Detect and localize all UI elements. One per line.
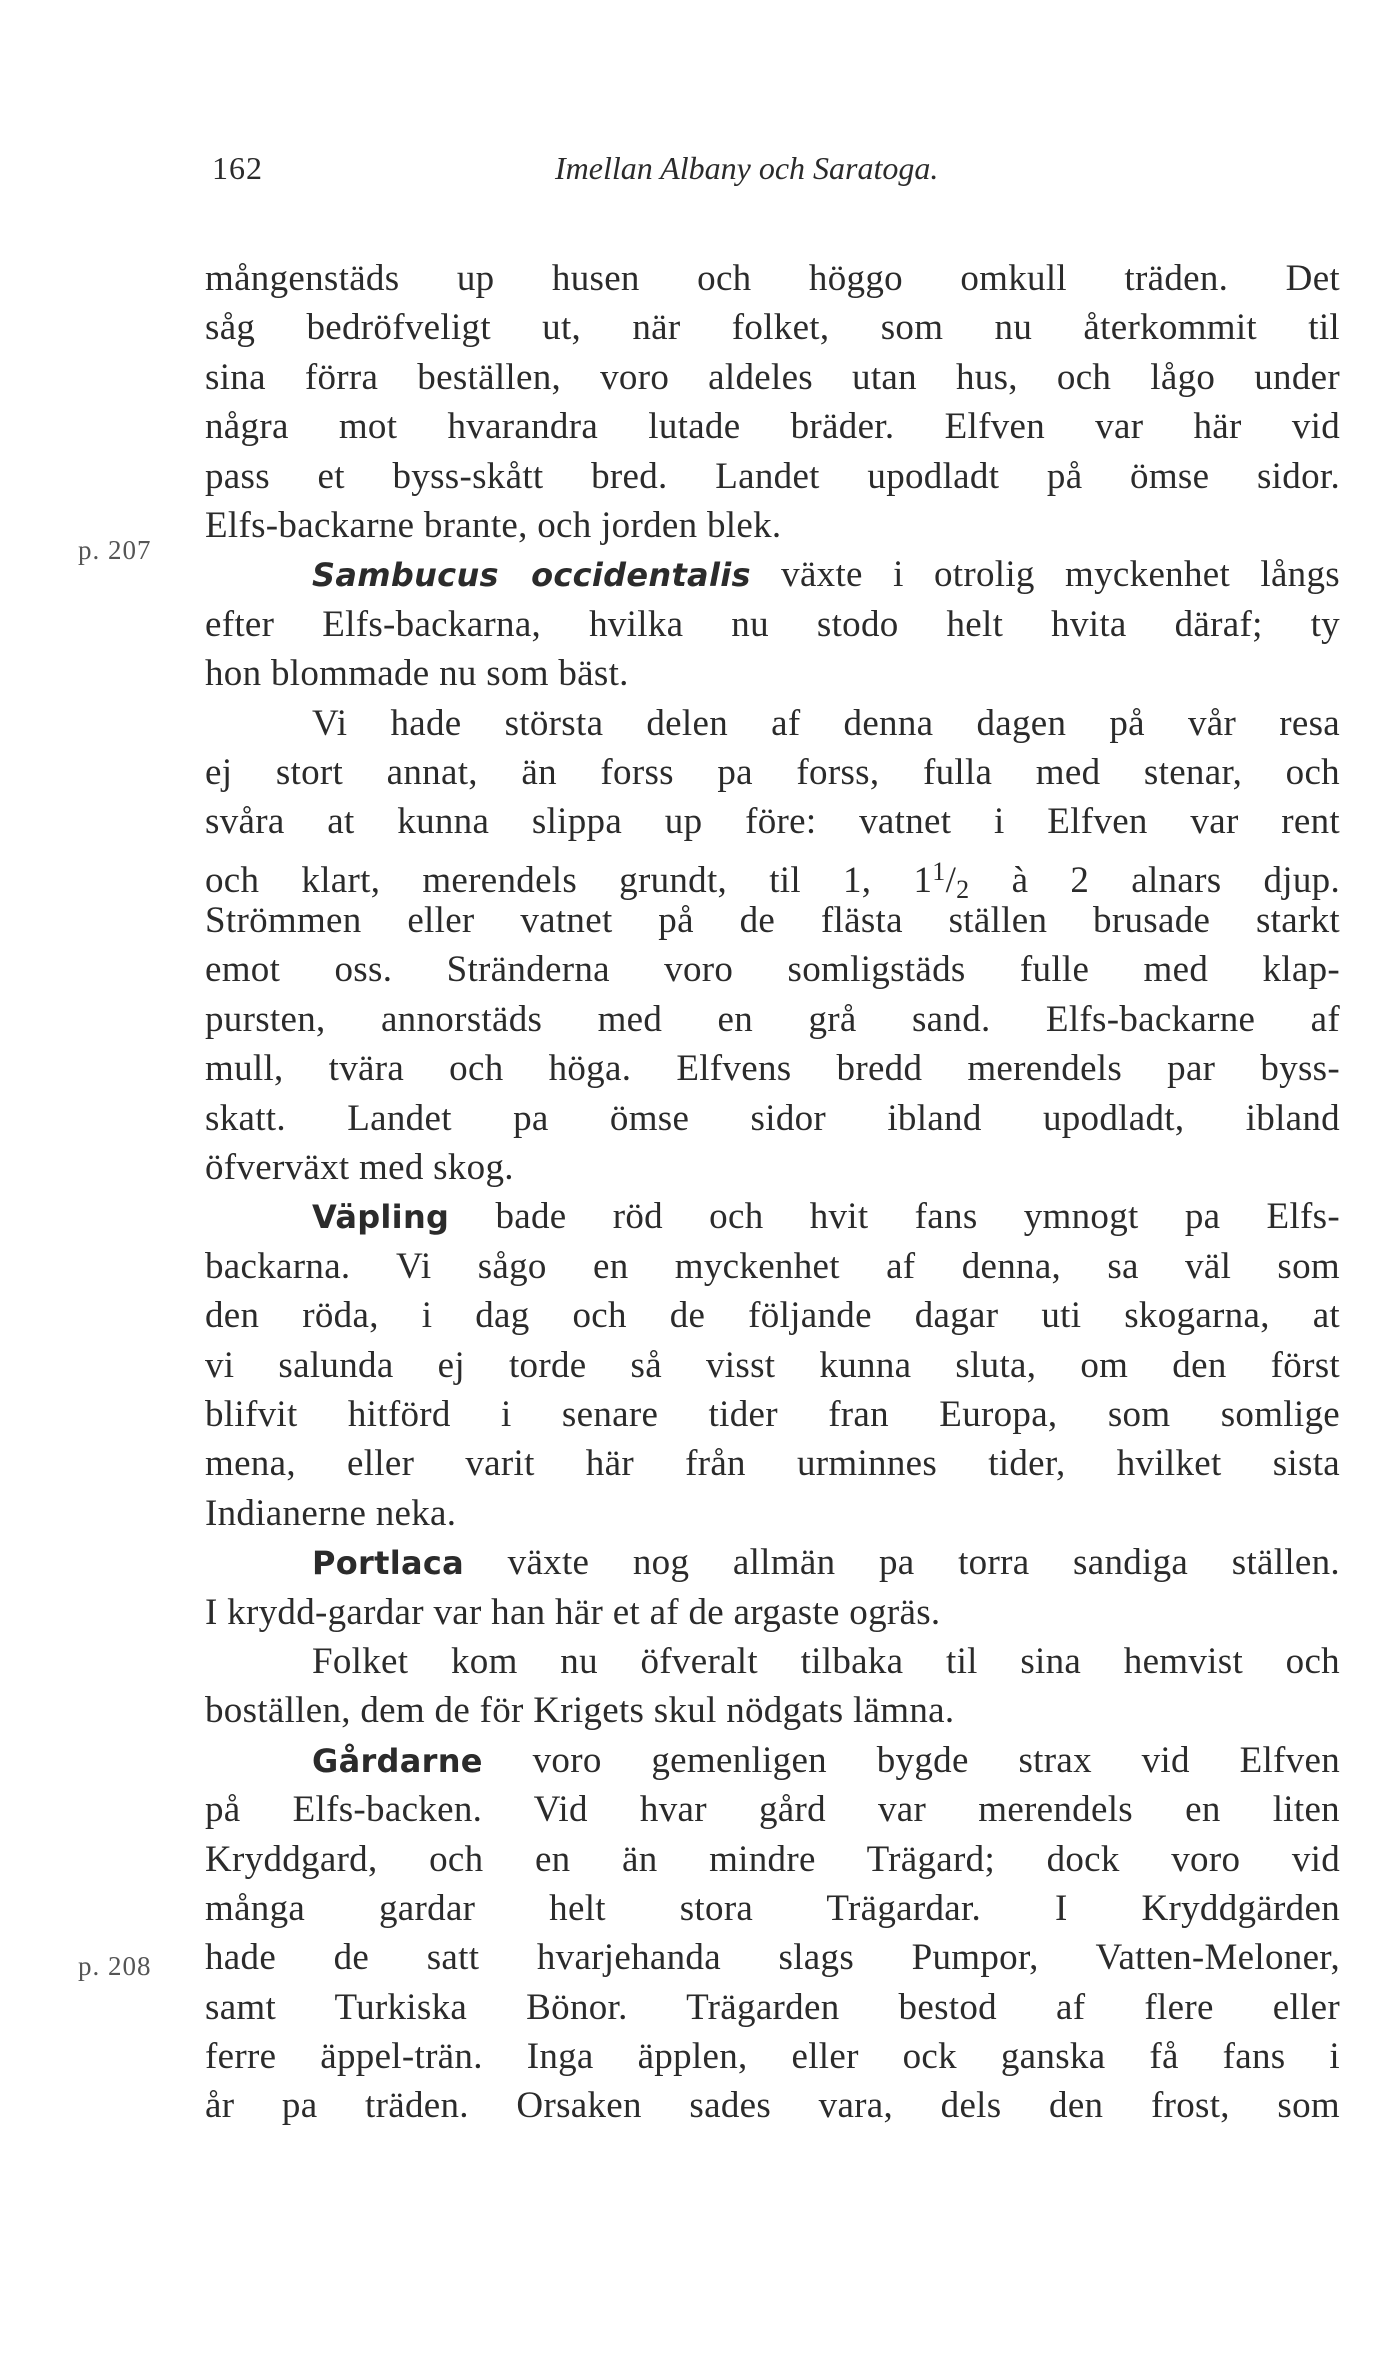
species-name: Sambucus occidentalis — [312, 556, 751, 595]
text-line: år pa träden. Orsaken sades vara, dels den frost, som — [205, 2085, 1340, 2127]
text-line: mull, tvära och höga. Elfvens bredd merendels par byss- — [205, 1048, 1340, 1090]
text-line: sina förra beställen, voro aldeles utan hus, och lågo under — [205, 356, 1340, 398]
text-line — [205, 1192, 1340, 1241]
text-line: mångenstäds up husen och höggo omkull träden. Det — [205, 258, 1340, 299]
fraction-slash: / — [945, 859, 957, 901]
running-header — [0, 150, 1378, 200]
text-line: hon blommade nu som bäst. — [205, 653, 629, 695]
text-line: några mot hvarandra lutade bräder. Elfven var här vid — [205, 406, 1340, 448]
section-lead: Väpling — [312, 1198, 450, 1237]
text-line: blifvit hitförd i senare tider fran Europa, som somlige — [205, 1393, 1340, 1435]
text-line: Kryddgard, och en än mindre Trägard; dock voro vid — [205, 1838, 1340, 1880]
text-line: Indianerne neka. — [205, 1492, 457, 1534]
text-line: boställen, dem de för Krigets skul nödgats lämna. — [205, 1690, 955, 1732]
fraction-denominator: 2 — [956, 874, 970, 904]
text-line: hade de satt hvarjehanda slags Pumpor, Vatten-Meloner, — [205, 1937, 1340, 1979]
text-line: många gardar helt stora Trägardar. I Kryddgärden — [205, 1887, 1340, 1929]
running-title: Imellan Albany och Saratoga. — [555, 150, 939, 186]
line-text: växte i otrolig myckenhet långs — [781, 554, 1340, 596]
section-lead: Gårdarne — [312, 1741, 483, 1780]
text-line: ej stort annat, än forss pa forss, fulla med stenar, och — [205, 751, 1340, 793]
text-line: svåra at kunna slippa up före: vatnet i Elfven var rent — [205, 801, 1340, 843]
text-line — [205, 1538, 1340, 1587]
text-line: emot oss. Stränderna voro somligstäds fulle med klap- — [205, 949, 1340, 991]
text-line: mena, eller varit här från urminnes tider, hvilket sista — [205, 1443, 1340, 1485]
margin-note-p207: p. 207 — [78, 535, 152, 565]
page-number: 162 — [212, 150, 263, 186]
text-line: Folket kom nu öfveralt tilbaka til sina hemvist och — [312, 1640, 1340, 1682]
line-text: och klart, merendels grundt, til 1, 1 — [205, 859, 933, 901]
text-line: skatt. Landet pa ömse sidor ibland upodladt, ibland — [205, 1097, 1340, 1139]
text-line — [205, 550, 1340, 599]
text-line: efter Elfs-backarna, hvilka nu stodo helt hvita däraf; ty — [205, 603, 1340, 645]
text-line: samt Turkiska Bönor. Trägarden bestod af flere eller — [205, 1986, 1340, 2028]
text-line: vi salunda ej torde så visst kunna sluta, om den först — [205, 1344, 1340, 1386]
text-line: den röda, i dag och de följande dagar uti skogarna, at — [205, 1295, 1340, 1337]
text-line: på Elfs-backen. Vid hvar gård var merendels en liten — [205, 1789, 1340, 1831]
line-text: bade röd och hvit fans ymnogt pa Elfs- — [495, 1196, 1340, 1238]
margin-note-p208: p. 208 — [78, 1951, 152, 1981]
text-line: Elfs-backarne brante, och jorden blek. — [205, 504, 782, 546]
text-line — [205, 847, 1340, 904]
body-text — [205, 254, 1340, 2131]
line-text: à 2 alnars djup. — [1011, 859, 1340, 901]
section-lead: Portlaca — [312, 1544, 465, 1583]
fraction-numerator: 1 — [932, 856, 946, 886]
text-line: I krydd-gardar var han här et af de argaste ogräs. — [205, 1591, 941, 1633]
text-line: Strömmen eller vatnet på de flästa ställen brusade starkt — [205, 900, 1340, 942]
line-text: växte nog allmän pa torra sandiga ställen. — [507, 1542, 1340, 1584]
text-line: såg bedröfveligt ut, när folket, som nu återkommit til — [205, 307, 1340, 349]
text-line: backarna. Vi sågo en myckenhet af denna, sa väl som — [205, 1245, 1340, 1287]
text-line — [205, 1736, 1340, 1785]
text-line: ferre äppel-trän. Inga äpplen, eller ock ganska få fans i — [205, 2036, 1340, 2078]
text-line: pursten, annorstäds med en grå sand. Elfs-backarne af — [205, 998, 1340, 1040]
line-text: voro gemenligen bygde strax vid Elfven — [532, 1739, 1341, 1781]
text-line: Vi hade största delen af denna dagen på vår resa — [312, 702, 1340, 744]
text-line: öfverväxt med skog. — [205, 1147, 514, 1189]
text-line: pass et byss-skått bred. Landet upodladt på ömse sidor. — [205, 455, 1340, 497]
